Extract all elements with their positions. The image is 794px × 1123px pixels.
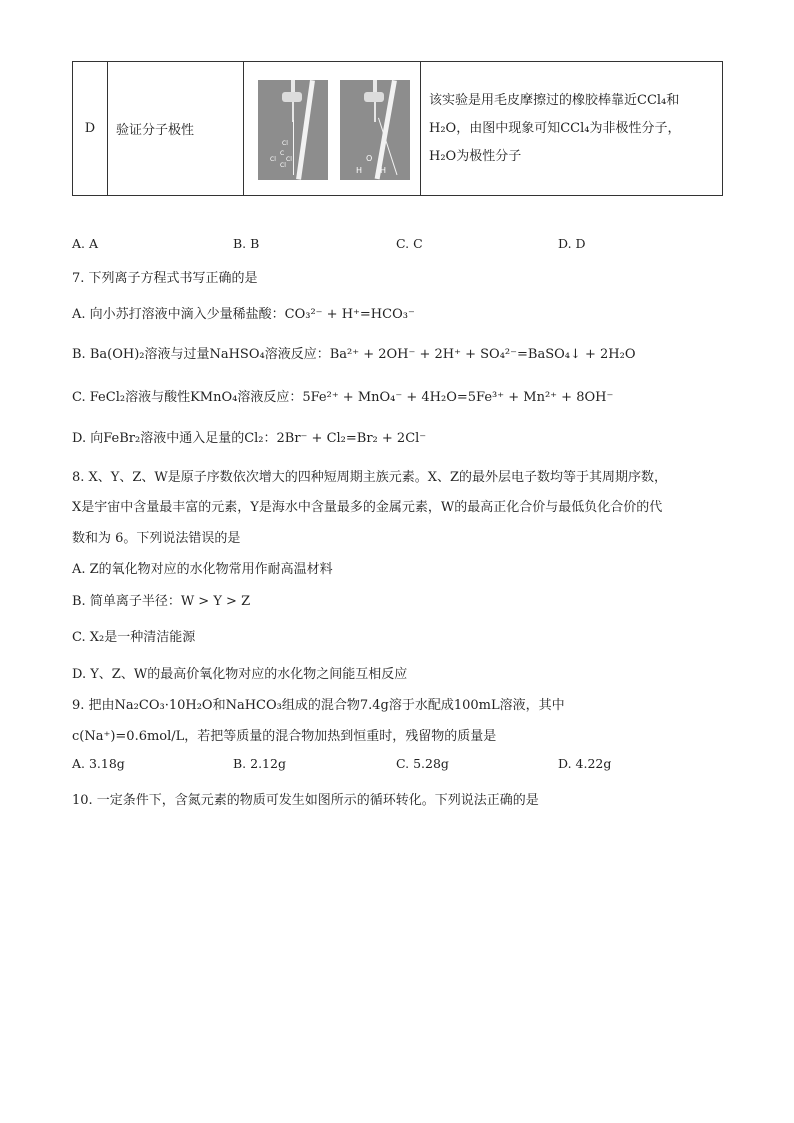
experiment-name: 验证分子极性 bbox=[108, 62, 244, 196]
q9-stem-line1: 9. 把由Na₂CO₃·10H₂O和NaHCO₃组成的混合物7.4g溶于水配成100mL溶液，其中 bbox=[72, 698, 565, 713]
experiment-description: 该实验是用毛皮摩擦过的橡胶棒靠近CCl₄和 H₂O，由图中现象可知CCl₄为非极性分子， H₂O为极性分子 bbox=[421, 62, 723, 196]
q7-option-c[interactable]: C. FeCl₂溶液与酸性KMnO₄溶液反应：5Fe²⁺ + MnO₄⁻ + 4H₂O=5Fe³⁺ + Mn²⁺ + 8OH⁻ bbox=[72, 390, 614, 405]
q6-option-d-table bbox=[72, 61, 723, 196]
q9-stem-line2: c(Na⁺)=0.6mol/L，若把等质量的混合物加热到恒重时，残留物的质量是 bbox=[72, 729, 497, 744]
row-letter: D bbox=[73, 62, 108, 196]
q9-option-a[interactable]: A. 3.18g bbox=[72, 756, 125, 771]
q7-stem: 7. 下列离子方程式书写正确的是 bbox=[72, 271, 258, 286]
q7-option-a[interactable]: A. 向小苏打溶液中滴入少量稀盐酸：CO₃²⁻ + H⁺=HCO₃⁻ bbox=[72, 307, 415, 322]
q7-option-b[interactable]: B. Ba(OH)₂溶液与过量NaHSO₄溶液反应：Ba²⁺ + 2OH⁻ + 2H⁺ + SO₄²⁻=BaSO₄↓ + 2H₂O bbox=[72, 347, 636, 362]
h2o-photo: O H H bbox=[340, 80, 410, 180]
q8-option-b[interactable]: B. 简单离子半径：W > Y > Z bbox=[72, 594, 251, 609]
q8-option-d[interactable]: D. Y、Z、W的最高价氧化物对应的水化物之间能互相反应 bbox=[72, 667, 408, 682]
q8-stem-line1: 8. X、Y、Z、W是原子序数依次增大的四种短周期主族元素。X、Z的最外层电子数均等于其周期序数， bbox=[72, 470, 668, 485]
q8-stem-line2: X是宇宙中含量最丰富的元素，Y是海水中含量最多的金属元素，W的最高正化合价与最低负化合价的代 bbox=[72, 500, 663, 515]
experiment-photos bbox=[244, 62, 421, 196]
q9-option-b[interactable]: B. 2.12g bbox=[233, 756, 286, 771]
q9-option-d[interactable]: D. 4.22g bbox=[558, 756, 612, 771]
q10-stem: 10. 一定条件下，含氮元素的物质可发生如图所示的循环转化。下列说法正确的是 bbox=[72, 793, 539, 808]
q8-stem-line3: 数和为 6。下列说法错误的是 bbox=[72, 531, 241, 546]
q6-option-b[interactable]: B. B bbox=[233, 236, 260, 251]
q8-option-a[interactable]: A. Z的氧化物对应的水化物常用作耐高温材料 bbox=[72, 562, 333, 577]
ccl4-photo: Cl C Cl Cl Cl bbox=[258, 80, 328, 180]
q6-option-c[interactable]: C. C bbox=[396, 236, 423, 251]
q9-option-c[interactable]: C. 5.28g bbox=[396, 756, 449, 771]
q6-option-a[interactable]: A. A bbox=[72, 236, 99, 251]
q6-option-d[interactable]: D. D bbox=[558, 236, 586, 251]
q7-option-d[interactable]: D. 向FeBr₂溶液中通入足量的Cl₂：2Br⁻ + Cl₂=Br₂ + 2Cl⁻ bbox=[72, 431, 427, 446]
q8-option-c[interactable]: C. X₂是一种清洁能源 bbox=[72, 630, 196, 645]
